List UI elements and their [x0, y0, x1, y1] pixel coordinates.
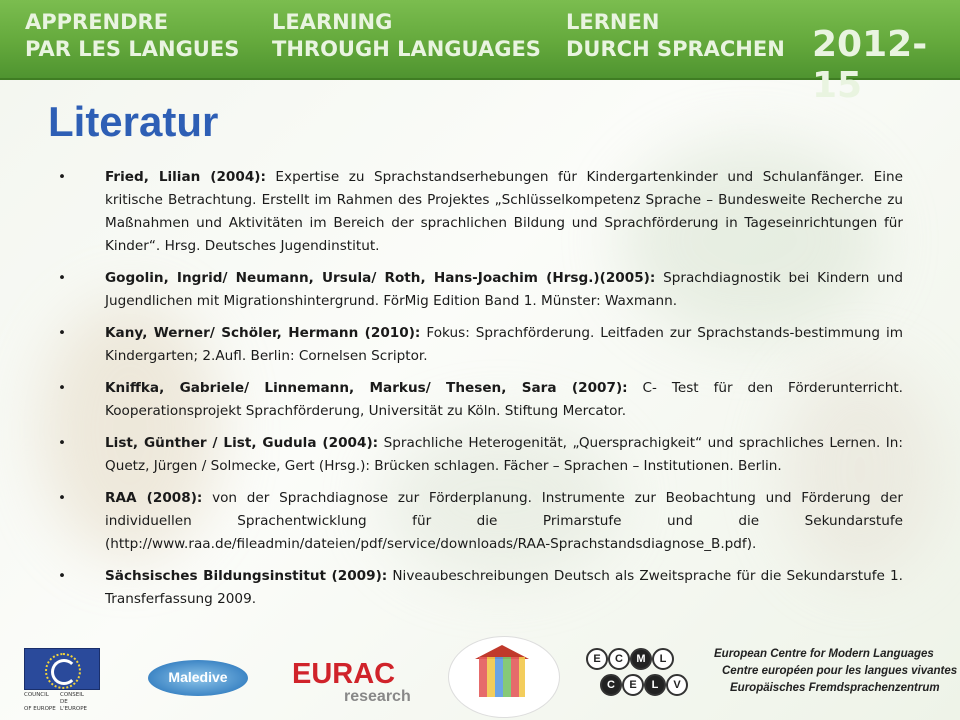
reference-author: Fried, Lilian (2004):	[105, 169, 266, 185]
ecml-logo	[586, 646, 706, 706]
bullet-icon: •	[58, 568, 67, 584]
banner-french	[25, 9, 239, 63]
banner-english	[272, 9, 541, 63]
ecml-letter-circle: E	[622, 674, 644, 696]
reference-item	[58, 166, 903, 258]
reference-text: C- Test für den Förderunterricht. Kooperationsprojekt Sprachförderung, Universität zu Köln. Stiftung Mercator.	[105, 380, 903, 419]
footer-logos	[0, 632, 960, 720]
reference-text: Expertise zu Sprachstandserhebungen für Kindergartenkinder und Schulanfänger. Eine kritische Betrachtung. Erstellt im Rahmen des Projektes „Schlüsselkompetenz Sprache – Bundesweite Recherche zu Maßnahmen und Aktivitäten im Bereich der sprachlichen Bildung und Sprachförderung in Tageseinrichtungen für Kinder“. Hrsg. Deutsches Jugendinstitut.	[105, 169, 903, 254]
coe-caption-fr-1: CONSEIL	[60, 692, 84, 698]
coe-caption-fr-2: DE L'EUROPE	[60, 699, 88, 712]
ecml-caption-de: Europäisches Fremdsprachenzentrum	[730, 682, 940, 694]
eurac-logo	[292, 658, 411, 705]
ecml-caption-fr: Centre européen pour les langues vivantes	[722, 665, 958, 677]
ecml-letter-circle: C	[600, 674, 622, 696]
reference-text: Fokus: Sprachförderung. Leitfaden zur Sprachstands-bestimmung im Kindergarten; 2.Aufl. Berlin: Cornelsen Scriptor.	[105, 325, 903, 364]
ecml-letter-circle: E	[586, 648, 608, 670]
reference-author: RAA (2008):	[105, 490, 203, 506]
page-title: Literatur	[48, 98, 219, 145]
reference-item	[58, 322, 903, 368]
reference-item	[58, 487, 903, 556]
coe-caption-en-2: OF EUROPE	[24, 706, 56, 712]
reference-author: List, Günther / List, Gudula (2004):	[105, 435, 379, 451]
bullet-icon: •	[58, 490, 67, 506]
ecml-letter-circle: C	[608, 648, 630, 670]
reference-text: Niveaubeschreibungen Deutsch als Zweitsprache für die Sekundarstufe 1. Transferfassung 2009.	[105, 568, 903, 607]
school-building-icon	[479, 657, 525, 697]
bullet-icon: •	[58, 270, 67, 286]
banner-english-line2: THROUGH LANGUAGES	[272, 37, 541, 61]
eurac-research-text: research	[344, 688, 411, 705]
banner-french-line1: APPRENDRE	[25, 10, 169, 34]
coe-caption-en-1: COUNCIL	[24, 692, 49, 698]
bullet-icon: •	[58, 325, 67, 341]
banner-german-line1: LERNEN	[566, 10, 660, 34]
ecml-caption-en: European Centre for Modern Languages	[714, 648, 934, 660]
ecml-letter-circle: M	[630, 648, 652, 670]
eurac-logo-text: EURAC	[292, 658, 396, 690]
maledive-logo	[148, 660, 248, 696]
reference-text: von der Sprachdiagnose zur Förderplanung. Instrumente zur Beobachtung und Förderung der individuellen Sprachentwicklung für die Primarstufe und die Sekundarstufe (http://www.raa.de/fileadmin/dateien/pdf/service/downloads/RAA-Sprachstandsdiagnose_B.pdf).	[105, 490, 903, 552]
reference-item	[58, 565, 903, 611]
ecml-caption	[714, 646, 957, 697]
reference-item	[58, 377, 903, 423]
banner-german-line2: DURCH SPRACHEN	[566, 37, 785, 61]
banner-english-line1: LEARNING	[272, 10, 393, 34]
ecml-letter-circle: V	[666, 674, 688, 696]
reference-list	[58, 166, 903, 620]
reference-item	[58, 267, 903, 313]
ecml-letter-circle: L	[652, 648, 674, 670]
school-logo	[448, 636, 560, 718]
bullet-icon: •	[58, 435, 67, 451]
bullet-icon: •	[58, 380, 67, 396]
header-banner	[0, 0, 960, 106]
reference-author: Gogolin, Ingrid/ Neumann, Ursula/ Roth, Hans-Joachim (Hrsg.)(2005):	[105, 270, 656, 286]
bullet-icon: •	[58, 169, 67, 185]
reference-text: Sprachdiagnostik bei Kindern und Jugendlichen mit Migrationshintergrund. FörMig Edition Band 1. Münster: Waxmann.	[105, 270, 903, 309]
reference-item	[58, 432, 903, 478]
maledive-logo-text: Maledive	[168, 669, 228, 685]
reference-author: Kany, Werner/ Schöler, Hermann (2010):	[105, 325, 421, 341]
banner-german	[566, 9, 785, 63]
reference-text: Sprachliche Heterogenität, „Quersprachigkeit“ und sprachliches Lernen. In: Quetz, Jürgen / Solmecke, Gert (Hrsg.): Brücken schlagen. Fächer – Sprachen – Institutionen. Berlin.	[105, 435, 903, 474]
council-of-europe-logo	[24, 648, 100, 690]
coe-swirl-icon	[51, 659, 77, 685]
banner-french-line2: PAR LES LANGUES	[25, 37, 240, 61]
ecml-letter-circle: L	[644, 674, 666, 696]
council-of-europe-caption	[24, 692, 104, 713]
reference-author: Kniffka, Gabriele/ Linnemann, Markus/ Thesen, Sara (2007):	[105, 380, 628, 396]
reference-author: Sächsisches Bildungsinstitut (2009):	[105, 568, 388, 584]
banner-year: 2012-15	[812, 24, 928, 106]
